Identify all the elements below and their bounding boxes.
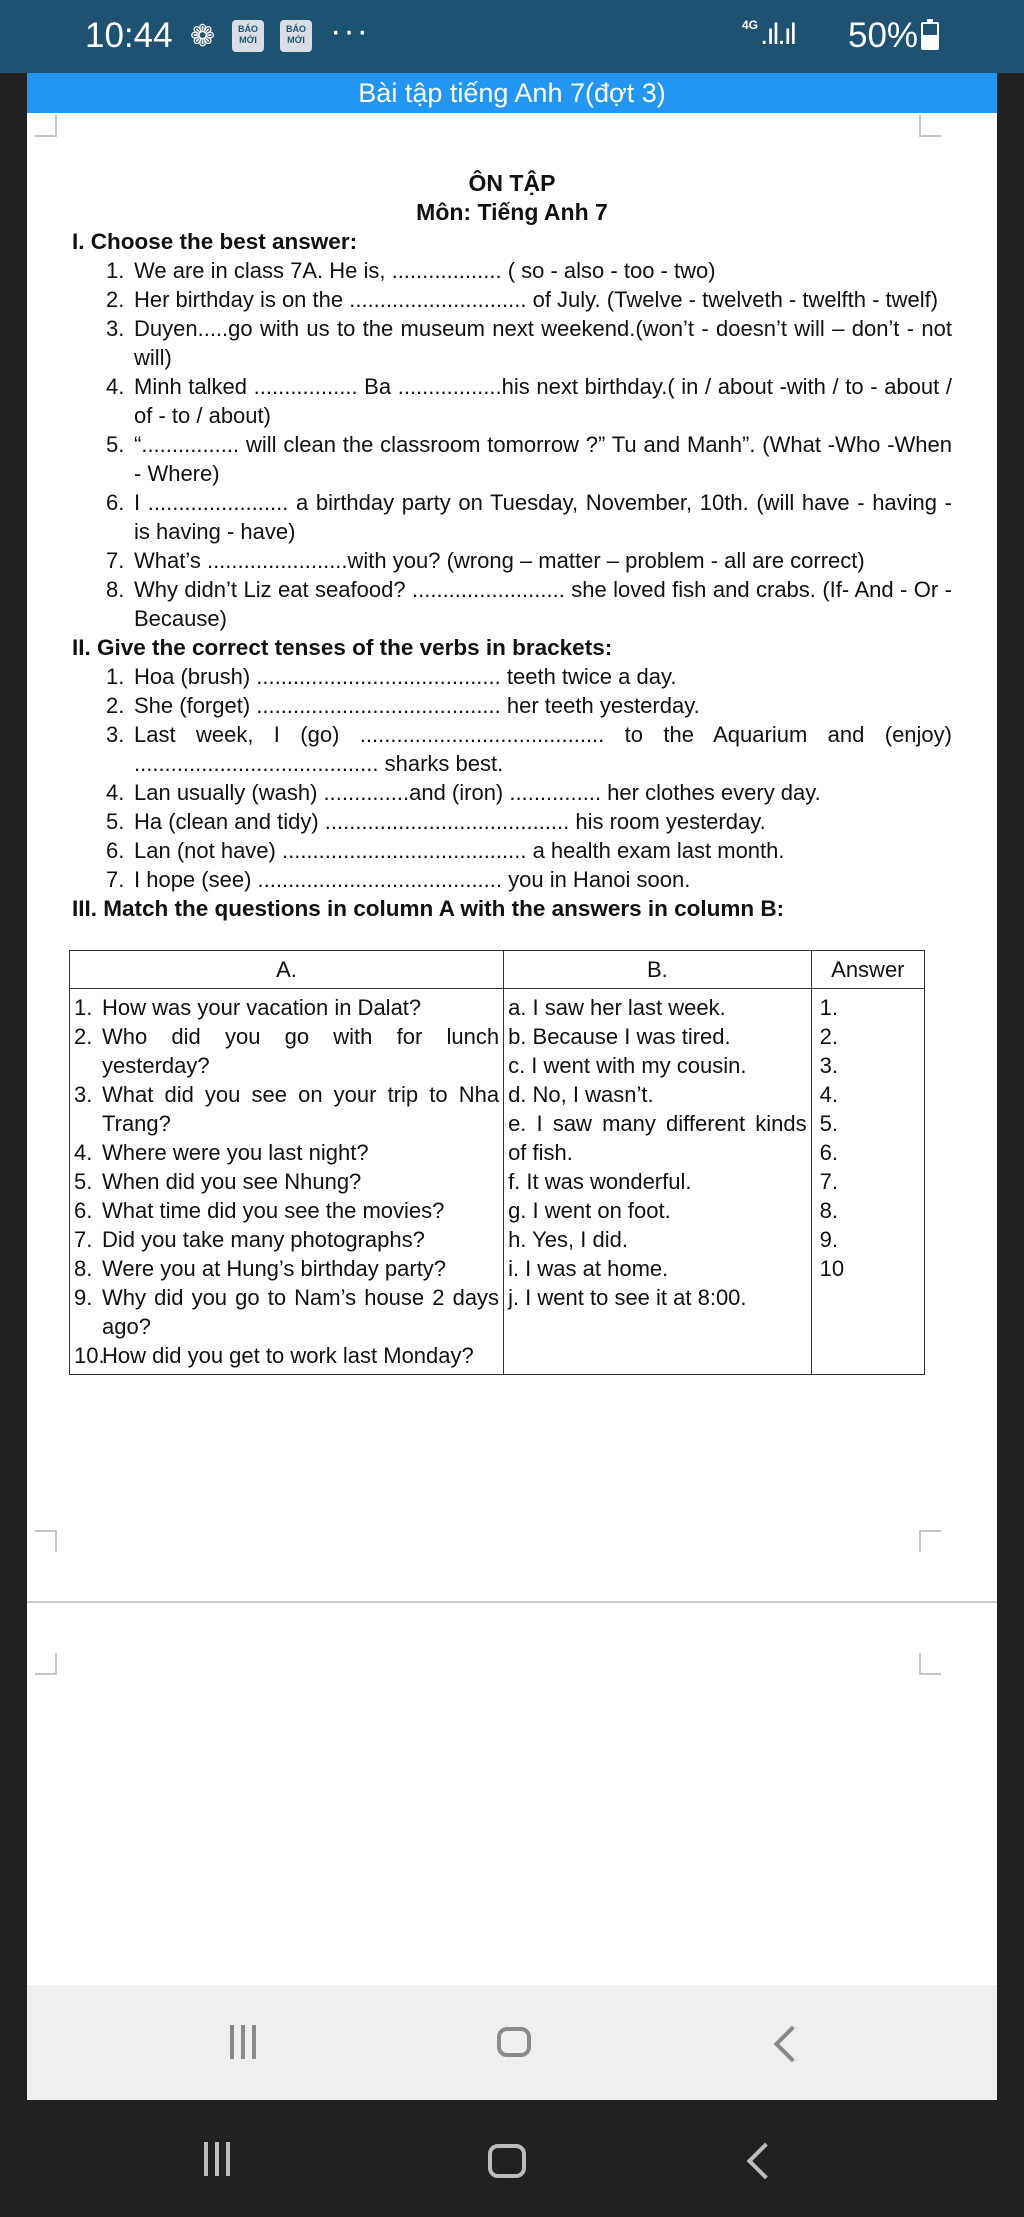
back-icon[interactable] [774, 2026, 811, 2063]
question-item: 7. Did you take many photographs? [74, 1227, 425, 1252]
more-notifications-icon: ··· [330, 12, 370, 50]
clock: 10:44 [85, 16, 173, 55]
document-content [72, 153, 952, 1375]
question-item: 3. What did you see on your trip to Nha Trang? [74, 1082, 500, 1136]
answer-item: g. I went on foot. [508, 1198, 671, 1223]
battery-level: 50% [848, 16, 919, 55]
page-corner-mark [919, 115, 941, 137]
questions-cell [70, 989, 504, 1375]
list-item: 2. She (forget) ........................................ her teeth yesterday. [106, 693, 700, 718]
answer-slot: 10 [819, 1256, 845, 1281]
question-item: 10. How did you get to work last Monday? [74, 1343, 474, 1368]
answer-item: a. I saw her last week. [508, 995, 726, 1020]
section-1-list [72, 256, 952, 633]
page-corner-mark [919, 1530, 941, 1552]
section-2-list [72, 662, 952, 894]
answer-item: e. I saw many different kinds of fish. [508, 1111, 807, 1165]
settings-notification-icon: ❁ [190, 20, 216, 53]
answer-slot: 7. [819, 1169, 839, 1194]
list-item: 8. Why didn’t Liz eat seafood? ......................... she loved fish and crabs. (If- And - Or - Because) [106, 577, 952, 631]
answer-slot: 4. [819, 1082, 839, 1107]
answer-slot: 6. [819, 1140, 839, 1165]
answers-cell [504, 989, 812, 1375]
answer-item: i. I was at home. [508, 1256, 669, 1281]
battery-icon [921, 22, 939, 50]
inner-navigation-bar [27, 1985, 997, 2100]
answer-slot: 2. [819, 1024, 839, 1049]
page-corner-mark [35, 1653, 57, 1675]
answer-slots-cell [811, 989, 924, 1375]
answer-slot: 5. [819, 1111, 839, 1136]
document-title-bar: Bài tập tiếng Anh 7(đợt 3) [27, 73, 997, 113]
column-a-header: A. [70, 951, 504, 989]
news-notification-icon: BÁO MỚI [232, 20, 264, 52]
question-item: 6. What time did you see the movies? [74, 1198, 445, 1223]
page-corner-mark [35, 115, 57, 137]
list-item: 2. Her birthday is on the ............................. of July. (Twelve - twelveth - twelfth - twelf) [106, 287, 939, 312]
device-navigation-bar [0, 2100, 1024, 2217]
answer-slot: 9. [819, 1227, 839, 1252]
list-item: 3. Last week, I (go) ........................................ to the Aquarium and (enjoy) ........................................ sharks best. [106, 722, 952, 776]
doc-title: ÔN TẬP [468, 170, 556, 196]
page-corner-mark [35, 1530, 57, 1552]
list-item: 6. I ....................... a birthday party on Tuesday, November, 10th. (will have - having - is having - have) [106, 490, 952, 544]
list-item: 1. Hoa (brush) ........................................ teeth twice a day. [106, 664, 677, 689]
answer-item: b. Because I was tired. [508, 1024, 731, 1049]
home-icon[interactable] [488, 2144, 526, 2178]
network-type: 4G [742, 18, 759, 32]
column-b-header: B. [504, 951, 812, 989]
question-item: 9. Why did you go to Nam’s house 2 days ago? [74, 1285, 500, 1339]
list-item: 4. Minh talked ................. Ba .................his next birthday.( in / about -with / to - about / of - to / about) [106, 374, 952, 428]
recent-apps-icon[interactable] [204, 2142, 230, 2176]
question-item: 2. Who did you go with for lunch yesterday? [74, 1024, 500, 1078]
recent-apps-icon[interactable] [230, 2025, 256, 2059]
page-corner-mark [919, 1653, 941, 1675]
list-item: 1. We are in class 7A. He is, .................. ( so - also - too - two) [106, 258, 716, 283]
section-3-heading: III. Match the questions in column A with the answers in column B: [72, 896, 785, 921]
question-item: 8. Were you at Hung’s birthday party? [74, 1256, 447, 1281]
answer-item: j. I went to see it at 8:00. [508, 1285, 747, 1310]
document-page[interactable] [27, 113, 997, 2100]
news-notification-icon: BÁO MỚI [280, 20, 312, 52]
list-item: 4. Lan usually (wash) ..............and (iron) ............... her clothes every day. [106, 780, 821, 805]
question-item: 5. When did you see Nhung? [74, 1169, 362, 1194]
answer-item: h. Yes, I did. [508, 1227, 628, 1252]
back-icon[interactable] [747, 2143, 784, 2180]
answer-slot: 3. [819, 1053, 839, 1078]
section-1-heading: I. Choose the best answer: [72, 229, 358, 254]
matching-table [69, 950, 925, 1375]
home-icon[interactable] [497, 2027, 531, 2057]
status-bar [0, 0, 1024, 73]
answer-slot: 8. [819, 1198, 839, 1223]
answer-item: f. It was wonderful. [508, 1169, 692, 1194]
answer-column-header: Answer [811, 951, 924, 989]
page-break [27, 1601, 997, 1603]
answer-slot: 1. [819, 995, 839, 1020]
list-item: 5. “................ will clean the classroom tomorrow ?” Tu and Manh”. (What -Who -When - Where) [106, 432, 952, 486]
list-item: 3. Duyen.....go with us to the museum next weekend.(won’t - doesn’t will – don’t - not will) [106, 316, 952, 370]
list-item: 6. Lan (not have) ........................................ a health exam last month. [106, 838, 785, 863]
question-item: 4. Where were you last night? [74, 1140, 369, 1165]
signal-icon: .ıl.ıl [760, 18, 795, 51]
doc-subtitle: Môn: Tiếng Anh 7 [416, 199, 608, 225]
answer-item: c. I went with my cousin. [508, 1053, 747, 1078]
section-2-heading: II. Give the correct tenses of the verbs in brackets: [72, 635, 613, 660]
question-item: 1. How was your vacation in Dalat? [74, 995, 422, 1020]
answer-item: d. No, I wasn’t. [508, 1082, 654, 1107]
list-item: 7. I hope (see) ........................................ you in Hanoi soon. [106, 867, 691, 892]
list-item: 7. What’s .......................with you? (wrong – matter – problem - all are correct) [106, 548, 865, 573]
list-item: 5. Ha (clean and tidy) ........................................ his room yesterday. [106, 809, 766, 834]
